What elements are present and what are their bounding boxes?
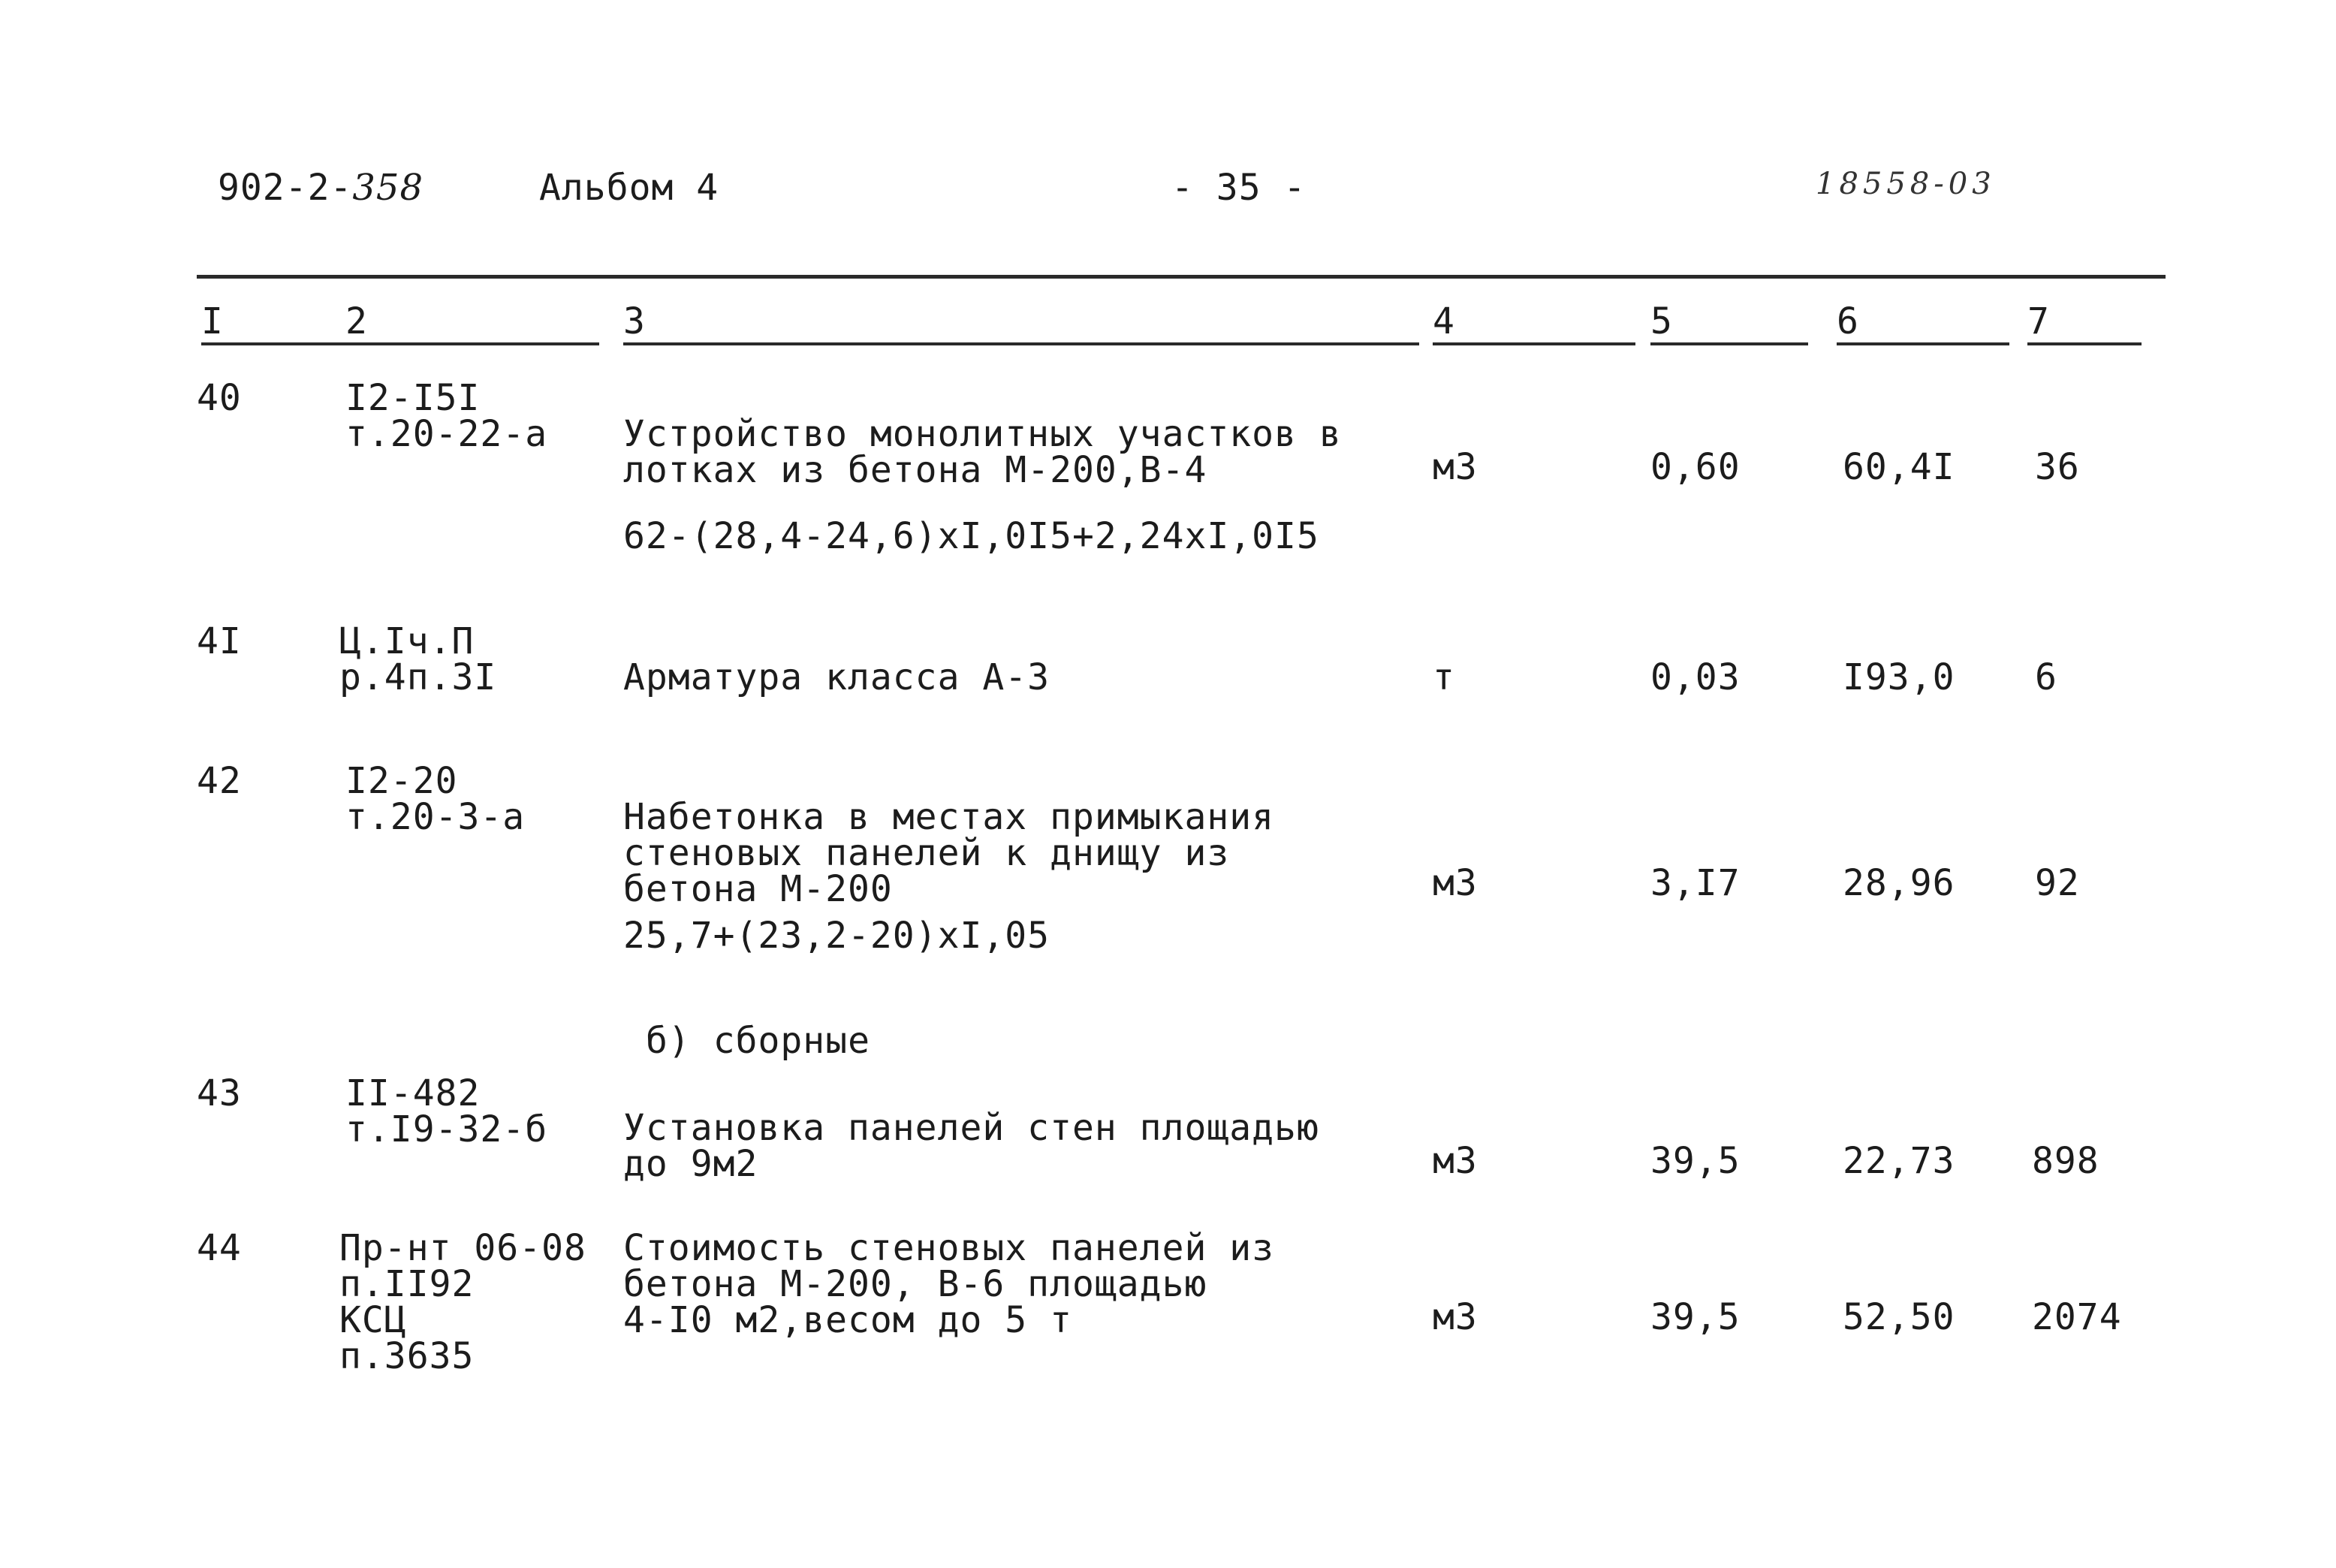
row-44-number: 44 — [197, 1227, 242, 1269]
description-line: Устройство монолитных участков в — [623, 413, 1342, 455]
section-label: б) сборные — [646, 1020, 870, 1062]
column-number-7: 7 — [2027, 303, 2142, 345]
code-line: р.4п.3I — [339, 656, 497, 698]
row-44-quantity: 39,5 — [1650, 1296, 1741, 1338]
row-42-description — [623, 796, 1275, 910]
row-43-unit-price: 22,73 — [1843, 1140, 1955, 1182]
code-line: п.II92 — [339, 1263, 475, 1305]
row-41-code — [339, 620, 497, 698]
album-label: Альбом 4 — [539, 167, 719, 209]
row-40-unit: м3 — [1433, 446, 1478, 488]
row-43-number: 43 — [197, 1072, 242, 1114]
description-line: до 9м2 — [623, 1143, 758, 1185]
description-line: стеновых панелей к днищу из — [623, 832, 1230, 874]
row-42-unit: м3 — [1433, 862, 1478, 904]
row-40-calculation: 62-(28,4-24,6)хI,0I5+2,24хI,0I5 — [623, 515, 1319, 557]
row-44-unit: м3 — [1433, 1296, 1478, 1338]
row-43-quantity: 39,5 — [1650, 1140, 1741, 1182]
column-number-6: 6 — [1837, 303, 2009, 345]
code-line: I2-I5I — [345, 377, 481, 419]
row-40-total-cost: 36 — [2035, 446, 2080, 488]
code-line: т.20-3-а — [345, 796, 526, 838]
row-41-quantity: 0,03 — [1650, 656, 1741, 698]
description-line: бетона М-200, В-6 площадью — [623, 1263, 1207, 1305]
row-42-total-cost: 92 — [2035, 862, 2080, 904]
description-line: лотках из бетона М-200,В-4 — [623, 449, 1207, 491]
row-44-unit-price: 52,50 — [1843, 1296, 1955, 1338]
row-41-description: Арматура класса А-3 — [623, 656, 1050, 698]
row-43-unit: м3 — [1433, 1140, 1478, 1182]
row-43-description — [623, 1107, 1319, 1185]
row-42-code — [345, 760, 526, 838]
code-line: п.3635 — [339, 1335, 475, 1377]
code-line: Пр-нт 06-08 — [339, 1227, 586, 1269]
row-44-description — [623, 1227, 1275, 1341]
code-line: т.I9-32-б — [345, 1108, 548, 1150]
code-line: КСЦ — [339, 1299, 407, 1341]
row-44-code — [339, 1227, 586, 1377]
code-line: Ц.Iч.П — [339, 620, 475, 662]
code-line: т.20-22-а — [345, 413, 548, 455]
row-42-unit-price: 28,96 — [1843, 862, 1955, 904]
code-line: II-482 — [345, 1072, 481, 1114]
column-number-3: 3 — [623, 303, 1419, 345]
column-number-5: 5 — [1650, 303, 1808, 345]
row-43-total-cost: 898 — [2032, 1140, 2099, 1182]
row-40-quantity: 0,60 — [1650, 446, 1741, 488]
page-number: - 35 - — [1171, 167, 1307, 209]
description-line: 4-I0 м2,весом до 5 т — [623, 1299, 1072, 1341]
code-line: I2-20 — [345, 760, 458, 802]
row-41-unit: т — [1433, 656, 1455, 698]
description-line: бетона М-200 — [623, 868, 893, 910]
row-40-description — [623, 413, 1342, 491]
document-code-handwritten: 358 — [352, 167, 424, 209]
row-44-total-cost: 2074 — [2032, 1296, 2122, 1338]
row-41-unit-price: I93,0 — [1843, 656, 1955, 698]
row-42-quantity: 3,I7 — [1650, 862, 1741, 904]
row-40-number: 40 — [197, 377, 242, 419]
row-42-number: 42 — [197, 760, 242, 802]
description-line: Набетонка в местах примыкания — [623, 796, 1275, 838]
row-41-number: 4I — [197, 620, 242, 662]
row-41-total-cost: 6 — [2035, 656, 2057, 698]
top-rule — [197, 275, 2166, 279]
row-40-code — [345, 377, 548, 455]
row-40-unit-price: 60,4I — [1843, 446, 1955, 488]
row-43-code — [345, 1072, 548, 1150]
document-code-prefix: 902-2- — [218, 167, 353, 209]
column-number-1: I — [201, 303, 599, 345]
description-line: Установка панелей стен площадью — [623, 1107, 1319, 1149]
document-code — [218, 167, 424, 209]
description-line: Стоимость стеновых панелей из — [623, 1227, 1275, 1269]
row-42-calculation: 25,7+(23,2-20)хI,05 — [623, 915, 1050, 957]
column-number-4: 4 — [1433, 303, 1635, 345]
archive-stamp: 18558-03 — [1816, 167, 1996, 201]
